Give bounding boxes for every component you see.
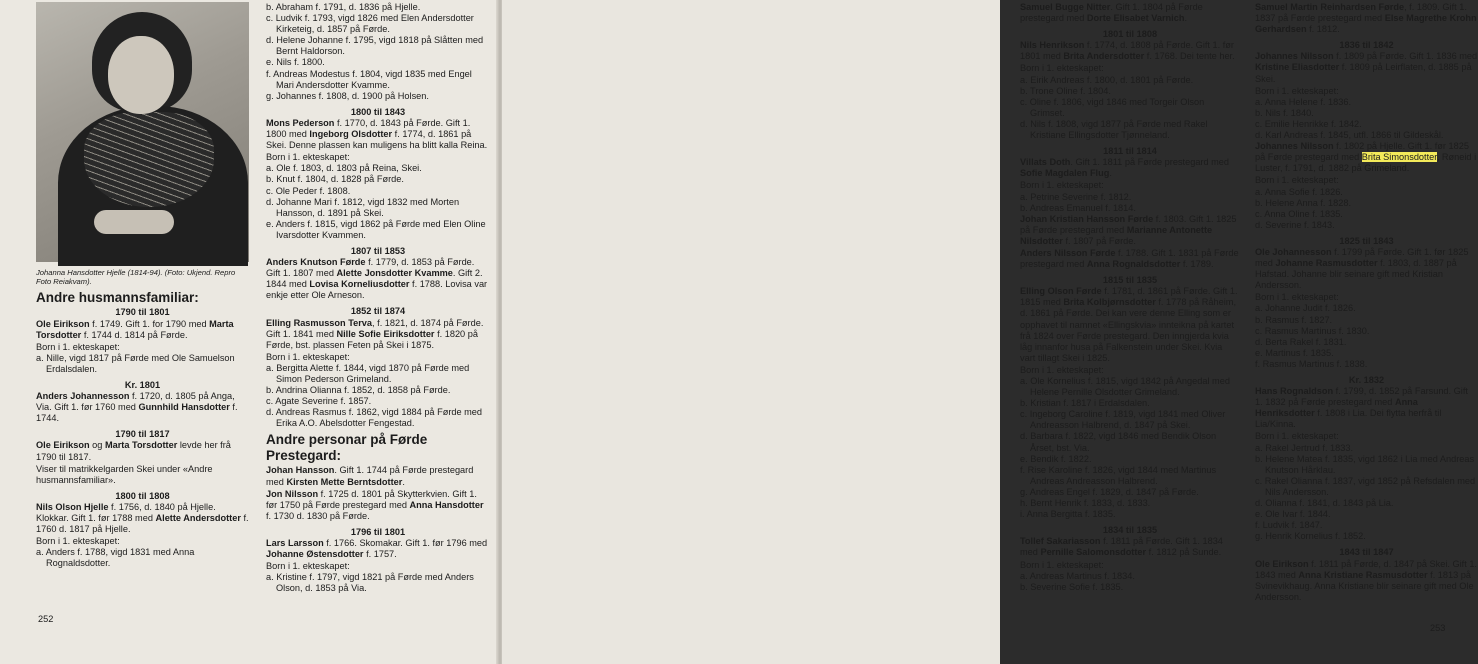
period-heading: 1843 til 1847 bbox=[1339, 547, 1394, 558]
children-label: Born i 1. ekteskapet: bbox=[36, 536, 120, 547]
child-entry: b. Nils f. 1840. bbox=[1255, 107, 1314, 118]
child-entry: b. Abraham f. 1791, d. 1836 på Hjelle. bbox=[266, 2, 421, 12]
children-label: Born i 1. ekteskapet: bbox=[1020, 180, 1104, 191]
left-column-1-text bbox=[36, 307, 249, 569]
entry-text: f. 1820 på Førde, bst. plassen Feten på Skei i 1875. bbox=[266, 328, 478, 350]
person-entry bbox=[36, 502, 249, 535]
portrait-shawl bbox=[84, 112, 214, 207]
period-heading: 1825 til 1843 bbox=[1339, 235, 1394, 246]
left-page bbox=[0, 0, 498, 664]
entry-text: f. 1770, d. 1843 på Førde. Gift 1. 1800 med bbox=[266, 117, 471, 140]
entry-text: f. 1749. Gift 1. for 1790 med bbox=[89, 318, 210, 329]
entry-text: f. 1799, d. 1852 på Farsund. Gift 1. 1832 på Førde prestegard med bbox=[1255, 386, 1468, 408]
child-entry: d. Helene Johanne f. 1795, vigd 1818 på Slåtten med Bernt Haldorson. bbox=[266, 35, 484, 57]
person-name: Ole Eirikson bbox=[36, 318, 90, 329]
person-name: Tollef Sakariasson bbox=[1020, 536, 1101, 547]
person-entry bbox=[1255, 559, 1478, 603]
person-entry bbox=[266, 538, 490, 560]
entry-text: , f. 1809. Gift 1. 1837 på Førde prestegard med bbox=[1255, 2, 1467, 24]
person-entry bbox=[1020, 157, 1240, 179]
left-page-column-1 bbox=[36, 2, 249, 569]
person-entry bbox=[1020, 536, 1240, 558]
child-entry: b. Andreas Emanuel f. 1814. bbox=[1020, 202, 1136, 213]
spouse-name: Marta Torsdotter bbox=[36, 318, 234, 340]
child-entry: c. Oline f. 1806, vigd 1846 med Torgeir Olson Grimset. bbox=[1020, 96, 1205, 118]
person-entry bbox=[1255, 51, 1478, 84]
spouse-name: Brita Kolbjørnsdotter bbox=[1063, 297, 1156, 308]
person-name: Elling Olson Førde bbox=[1020, 286, 1102, 297]
person-entry bbox=[266, 118, 490, 151]
period-heading: 1801 til 1808 bbox=[1102, 29, 1158, 40]
person-name: Hans Rognaldson bbox=[1255, 386, 1334, 397]
child-entry: g. Henrik Kornelius f. 1852. bbox=[1255, 531, 1366, 542]
person-name: Villats Doth bbox=[1020, 157, 1071, 168]
portrait-hands bbox=[94, 210, 174, 234]
person-entry bbox=[1020, 248, 1240, 270]
period-heading: 1790 til 1817 bbox=[115, 429, 170, 440]
person-name: Ole Johannesson bbox=[1255, 246, 1332, 257]
entry-text: f. 1720, d. 1805 på Anga, Via. Gift 1. før 1760 med bbox=[36, 391, 235, 413]
entry-text: f. 1774, d. 1861 på Skei. Denne plassen kan muligens ha blitt kalla Reina. bbox=[266, 129, 488, 151]
entry-text: levde her frå 1790 til 1817. bbox=[36, 440, 231, 462]
person-name: Anders Knutson Førde bbox=[266, 257, 366, 268]
right-page-column-1 bbox=[1020, 2, 1240, 593]
child-entry: c. Agate Severine f. 1857. bbox=[266, 396, 372, 407]
child-entry: d. Barbara f. 1822, vigd 1846 med Bendik Olson Årset, bst. Via. bbox=[1020, 431, 1217, 453]
entry-text: . Gift 1. 1804 på Førde prestegard med bbox=[1020, 2, 1203, 24]
person-entry bbox=[266, 257, 490, 301]
child-entry: c. Ludvik f. 1793, vigd 1826 med Elen Andersdotter Kirketeig, d. 1857 på Førde. bbox=[266, 13, 474, 35]
spouse-name: Kristine Eliasdotter bbox=[1255, 62, 1340, 73]
period-heading: 1836 til 1842 bbox=[1339, 40, 1394, 51]
person-entry bbox=[1255, 2, 1478, 35]
person-entry bbox=[1255, 247, 1478, 291]
child-entry: e. Bendik f. 1822. bbox=[1020, 453, 1092, 464]
person-entry bbox=[1020, 2, 1240, 24]
highlighted-name: Brita Simonsdotter bbox=[1361, 152, 1437, 163]
spouse-name: Lovisa Korneliusdotter bbox=[309, 279, 410, 290]
children-label: Born i 1. ekteskapet: bbox=[266, 351, 350, 362]
child-entry: d. Severine f. 1843. bbox=[1255, 219, 1335, 230]
entry-text: . bbox=[1109, 168, 1112, 179]
children-label: Born i 1. ekteskapet: bbox=[1255, 292, 1339, 303]
person-entry bbox=[266, 318, 490, 351]
period-heading: 1796 til 1801 bbox=[350, 526, 406, 537]
spouse-name: Marianne Antonette Nilsdotter bbox=[1020, 224, 1213, 246]
right-page bbox=[502, 0, 1478, 664]
children-label: Born i 1. ekteskapet: bbox=[266, 152, 350, 163]
child-entry: a. Petrine Severine f. 1812. bbox=[1020, 191, 1132, 202]
person-name: Johannes Nilsson bbox=[1255, 141, 1334, 152]
person-entry bbox=[1255, 386, 1478, 430]
child-entry: d. Johanne Mari f. 1812, vigd 1832 med Morten Hansson, d. 1891 på Skei. bbox=[266, 196, 460, 218]
child-entry: b. Kristian f. 1817 i Erdalsdalen. bbox=[1020, 398, 1150, 409]
entry-text: , Røneid i Luster, f. 1791, d. 1882 på Grimeland. bbox=[1255, 152, 1477, 174]
child-entry: a. Rakel Jertrud f. 1833. bbox=[1255, 442, 1354, 453]
entry-text: f. 1809 på Leirflaten, d. 1885 på Skei. bbox=[1255, 62, 1472, 84]
person-entry bbox=[1020, 286, 1240, 364]
entry-text: f. 1812. bbox=[1306, 24, 1340, 35]
child-entry: a. Andreas Martinus f. 1834. bbox=[1020, 570, 1135, 581]
entry-text: f. 1803. Gift 1. 1825 på Førde prestegard med bbox=[1020, 213, 1237, 235]
spouse-name: Anna Rognaldsdotter bbox=[1086, 259, 1181, 270]
period-heading: 1815 til 1835 bbox=[1102, 275, 1158, 286]
entry-text: f. 1774, d. 1808 på Førde. Gift 1. før 1801 med bbox=[1020, 40, 1234, 62]
portrait-face bbox=[108, 36, 174, 114]
period-heading: 1800 til 1808 bbox=[115, 490, 170, 501]
spouse-name: Anna Kristiane Rasmusdotter bbox=[1298, 569, 1428, 580]
person-name: Jon Nilsson bbox=[266, 488, 319, 499]
spouse-name: Dorte Elisabet Varnich bbox=[1086, 13, 1185, 24]
spouse-name: Anna Henriksdotter bbox=[1255, 397, 1418, 419]
child-entry: g. Johannes f. 1808, d. 1900 på Holsen. bbox=[266, 90, 429, 101]
children-label: Born i 1. ekteskapet: bbox=[1255, 431, 1339, 442]
entry-text: f. 1757. bbox=[363, 549, 397, 560]
entry-text: f. 1788. Gift 1. 1831 på Førde prestegard med bbox=[1020, 247, 1239, 270]
child-entry: h. Bernt Henrik f. 1833, d. 1833. bbox=[1020, 498, 1151, 509]
period-heading: 1807 til 1853 bbox=[350, 245, 406, 256]
child-entry: e. Anders f. 1815, vigd 1862 på Førde med Elen Oline Ivarsdotter Kvammen. bbox=[266, 218, 486, 240]
entry-text: f. 1756, d. 1840 på Hjelle. Klokkar. Gift 1. før 1788 med bbox=[36, 501, 216, 523]
child-entry: e. Ole Ivar f. 1844. bbox=[1255, 509, 1331, 520]
period-heading: Kr. 1801 bbox=[124, 379, 161, 390]
entry-text: . bbox=[402, 476, 405, 487]
entry-text: f. 1807 på Førde. bbox=[1062, 235, 1136, 246]
children-label: Born i 1. ekteskapet: bbox=[1020, 364, 1104, 375]
entry-text: f. 1781, d. 1861 på Førde. Gift 1. 1815 med bbox=[1020, 286, 1238, 308]
entry-text: f. 1813 på Svinevikhaug. Anna Kristiane blir seinare gift med Ole Andersson. bbox=[1255, 569, 1474, 602]
entry-text: f. 1799 på Førde. Gift 1. før 1825 med bbox=[1255, 246, 1469, 269]
child-entry: e. Martinus f. 1835. bbox=[1255, 347, 1334, 358]
entry-text: f. 1730 d. 1830 på Førde. bbox=[266, 510, 370, 521]
child-entry: f. Rasmus Martinus f. 1838. bbox=[1255, 358, 1368, 369]
child-entry: f. Andreas Modestus f. 1804, vigd 1835 med Engel Mari Andersdotter Kvamme. bbox=[266, 68, 472, 90]
entry-text: f. 1811 på Førde. Gift 1. 1834 med bbox=[1020, 536, 1223, 558]
child-entry: d. Andreas Rasmus f. 1862, vigd 1884 på Førde med Erika A.O. Abelsdotter Fengestad. bbox=[266, 407, 483, 429]
child-entry: a. Anna Helene f. 1836. bbox=[1255, 96, 1352, 107]
entry-text: f. 1768. Dei tente her. bbox=[1144, 51, 1235, 62]
child-entry: d. Karl Andreas f. 1845, utfl. 1866 til Gildeskål. bbox=[1255, 130, 1444, 141]
person-entry bbox=[36, 391, 249, 424]
child-entry: a. Johanne Judit f. 1826. bbox=[1255, 303, 1356, 314]
entry-text: f. 1788. Lovisa var enkje etter Ole Arneson. bbox=[266, 279, 488, 301]
child-entry: c. Anna Oline f. 1835. bbox=[1255, 208, 1343, 219]
child-entry: b. Helene Anna f. 1828. bbox=[1255, 197, 1352, 208]
page-number-left: 252 bbox=[38, 614, 54, 624]
spouse-name: Marta Torsdotter bbox=[104, 440, 178, 451]
child-entry: e. Nils f. 1800. bbox=[266, 57, 325, 68]
child-entry: i. Anna Bergitta f. 1835. bbox=[1020, 509, 1116, 520]
entry-text: . Gift 2. 1844 med bbox=[266, 268, 483, 290]
child-entry: c. Rakel Olianna f. 1837, vigd 1852 på Refsdalen med Nils Andersson. bbox=[1255, 475, 1476, 497]
person-name: Johan Kristian Hansson Førde bbox=[1020, 213, 1154, 224]
person-name: Mons Pederson bbox=[266, 117, 335, 128]
child-entry: a. Bergitta Alette f. 1844, vigd 1870 på Førde med Simon Pederson Grimeland. bbox=[266, 362, 470, 384]
person-name: Ole Eirikson bbox=[1255, 558, 1309, 569]
entry-text: f. 1809 på Førde. Gift 1. 1836 med bbox=[1333, 51, 1478, 62]
spouse-name: Kirsten Mette Berntsdotter bbox=[286, 476, 403, 487]
period-heading: Kr. 1832 bbox=[1348, 375, 1385, 385]
spouse-name: Sofie Magdalen Flug bbox=[1020, 168, 1110, 179]
entry-text: f. 1803, d. 1887 på Hafstad. Johanne blir seinare gift med Kristian Andersson. bbox=[1255, 258, 1457, 291]
person-name: Nils Henrikson bbox=[1020, 40, 1085, 51]
spouse-name: Johanne Rasmusdotter bbox=[1275, 258, 1378, 269]
entry-text: f. 1789. bbox=[1180, 259, 1214, 270]
period-heading: 1790 til 1801 bbox=[115, 307, 170, 318]
person-name: Johannes Nilsson bbox=[1255, 51, 1334, 62]
section-heading: Andre personar på Førde Prestegard: bbox=[266, 432, 428, 464]
right-page-column-2 bbox=[1255, 2, 1478, 604]
child-entry: c. Ole Peder f. 1808. bbox=[266, 185, 351, 196]
person-name: Johan Hansson bbox=[266, 465, 335, 476]
entry-text: . Gift 1. 1811 på Førde prestegard med bbox=[1070, 157, 1230, 168]
spouse-name: Alette Andersdotter bbox=[155, 513, 241, 523]
entry-text: f. 1766. Skomakar. Gift 1. før 1796 med bbox=[323, 538, 488, 549]
person-name: Samuel Martin Reinhardsen Førde bbox=[1255, 2, 1405, 12]
person-name: Elling Rasmusson Terva bbox=[266, 317, 373, 328]
page-number-right: 253 bbox=[1430, 623, 1446, 633]
person-name: Samuel Bugge Nitter bbox=[1020, 2, 1111, 12]
child-entry: a. Ole Kornelius f. 1815, vigd 1842 på Angedal med Helene Pernille Olsdotter Grimeland. bbox=[1020, 376, 1230, 398]
person-entry bbox=[266, 489, 490, 522]
spouse-name: Else Magrethe Krohn Gerhardsen bbox=[1255, 13, 1477, 35]
child-entry: c. Emilie Henrikke f. 1842. bbox=[1255, 118, 1362, 129]
entry-text: f. 1812 på Sunde. bbox=[1146, 547, 1222, 558]
children-label: Viser til matrikkelgarden Skei under «Andre husmannsfamiliar». bbox=[36, 463, 213, 485]
entry-text: f. 1744 d. 1814 på Førde. bbox=[81, 329, 188, 340]
person-entry bbox=[266, 465, 490, 487]
entry-text: og bbox=[89, 440, 105, 451]
person-entry bbox=[36, 440, 249, 462]
children-label: Born i 1. ekteskapet: bbox=[1020, 63, 1104, 74]
person-entry bbox=[36, 319, 249, 341]
child-entry: b. Trone Oline f. 1804. bbox=[1020, 85, 1111, 96]
left-page-column-2 bbox=[266, 2, 490, 595]
child-entry: a. Nille, vigd 1817 på Førde med Ole Samuelson Erdalsdalen. bbox=[36, 352, 235, 374]
child-entry: a. Kristine f. 1797, vigd 1821 på Førde med Anders Olson, d. 1853 på Via. bbox=[266, 572, 474, 594]
spouse-name: Pernille Salomonsdotter bbox=[1040, 547, 1147, 558]
child-entry: b. Helene Matea f. 1835, vigd 1862 i Lia med Andreas Knutson Hårklau. bbox=[1255, 453, 1475, 475]
child-entry: f. Rise Karoline f. 1826, vigd 1844 med Martinus Andreas Andreasson Halbrend. bbox=[1020, 464, 1217, 486]
entry-text: . bbox=[1184, 13, 1187, 24]
section-heading: Andre husmannsfamiliar: bbox=[36, 290, 199, 306]
photo-caption: Johanna Hansdotter Hjelle (1814-94). (Foto: Ukjend. Repro Foto Reiakvam). bbox=[36, 268, 236, 287]
entry-text: f. 1811 på Førde, d. 1847 på Skei. Gift 1. 1843 med bbox=[1255, 558, 1477, 580]
child-entry: b. Rasmus f. 1827. bbox=[1255, 314, 1333, 325]
entry-text: f. 1760 d. 1817 på Hjelle. bbox=[36, 513, 249, 535]
entry-text: . Gift 1. 1744 på Førde prestegard med bbox=[266, 465, 474, 487]
spouse-name: Brita Andersdotter bbox=[1063, 51, 1145, 62]
period-heading: 1834 til 1835 bbox=[1102, 525, 1158, 536]
child-entry: b. Knut f. 1804, d. 1828 på Førde. bbox=[266, 174, 404, 185]
spouse-name: Ingeborg Olsdotter bbox=[309, 129, 393, 140]
portrait-photo bbox=[36, 2, 249, 262]
person-entry bbox=[1020, 40, 1240, 62]
children-label: Born i 1. ekteskapet: bbox=[36, 341, 120, 352]
person-entry bbox=[1255, 141, 1478, 174]
child-entry: f. Ludvik f. 1847. bbox=[1255, 520, 1323, 531]
period-heading: 1800 til 1843 bbox=[350, 106, 406, 117]
person-entry bbox=[1020, 214, 1240, 247]
child-entry: a. Ole f. 1803, d. 1803 på Reina, Skei. bbox=[266, 163, 422, 174]
spouse-name: Alette Jonsdotter Kvamme bbox=[336, 268, 453, 279]
entry-text: f. 1802 på Hjelle. Gift 1. før 1825 på Førde prestegard med bbox=[1255, 141, 1469, 163]
children-label: Born i 1. ekteskapet: bbox=[1255, 175, 1339, 186]
entry-text: f. 1779, d. 1853 på Førde. Gift 1. 1807 med bbox=[266, 257, 475, 279]
child-entry: a. Anna Sofie f. 1826. bbox=[1255, 186, 1343, 197]
entry-text: f. 1778 på Råheim, d. 1861 på Førde. Dei kan vere denne Elling som er opphavet til namnet «Ellingskvia» innteikna på kartet frå 1824 over Førde prestegard. Den inngjerda kvia låg innanfor husa på Falkenstein under Skei. Kvia vart tillagt Skei i 1825. bbox=[1020, 297, 1236, 363]
child-entry: b. Severine Sofie f. 1835. bbox=[1020, 581, 1124, 592]
child-entry: c. Rasmus Martinus f. 1830. bbox=[1255, 325, 1370, 336]
person-name: Lars Larsson bbox=[266, 538, 324, 549]
child-entry: b. Andrina Olianna f. 1852, d. 1858 på Førde. bbox=[266, 385, 451, 396]
spouse-name: Anna Hansdotter bbox=[409, 499, 484, 510]
child-entry: a. Eirik Andreas f. 1800, d. 1801 på Førde. bbox=[1020, 74, 1194, 85]
person-name: Nils Olson Hjelle bbox=[36, 501, 109, 512]
person-name: Ole Eirikson bbox=[36, 440, 90, 451]
entry-text: f. 1808 i Lia. Dei flytta herfrå til Lia/Kinna. bbox=[1255, 408, 1442, 430]
children-label: Born i 1. ekteskapet: bbox=[266, 561, 350, 572]
person-name: Anders Nilsson Førde bbox=[1020, 247, 1116, 258]
period-heading: 1811 til 1814 bbox=[1103, 146, 1157, 157]
child-entry: g. Andreas Engel f. 1829, d. 1847 på Førde. bbox=[1020, 486, 1199, 497]
child-entry: d. Olianna f. 1841, d. 1843 på Lia. bbox=[1255, 498, 1394, 509]
spouse-name: Gunnhild Hansdotter bbox=[138, 402, 230, 413]
child-entry: d. Nils f. 1808, vigd 1877 på Førde med Rakel Kristiane Ellingsdotter Tjønneland. bbox=[1020, 118, 1208, 141]
entry-text: f. 1725 d. 1801 på Skytterkvien. Gift 1. før 1750 på Førde prestegard med bbox=[266, 488, 477, 510]
spouse-name: Nille Sofie Eiriksdotter bbox=[336, 328, 435, 339]
entry-text: , f. 1821, d. 1874 på Førde. Gift 1. 1841 med bbox=[266, 317, 484, 339]
child-entry: a. Anders f. 1788, vigd 1831 med Anna Rognaldsdotter. bbox=[36, 547, 195, 569]
person-name: Anders Johannesson bbox=[36, 391, 130, 402]
children-label: Born i 1. ekteskapet: bbox=[1255, 85, 1339, 96]
children-label: Born i 1. ekteskapet: bbox=[1020, 559, 1104, 570]
entry-text: f. 1744. bbox=[36, 402, 238, 424]
child-entry: c. Ingeborg Caroline f. 1819, vigd 1841 med Oliver Andreasson Halbrend, d. 1847 på Skei. bbox=[1020, 409, 1226, 431]
period-heading: 1852 til 1874 bbox=[350, 306, 406, 317]
child-entry: d. Berta Rakel f. 1831. bbox=[1255, 336, 1347, 347]
spouse-name: Johanne Østensdotter bbox=[266, 549, 364, 560]
